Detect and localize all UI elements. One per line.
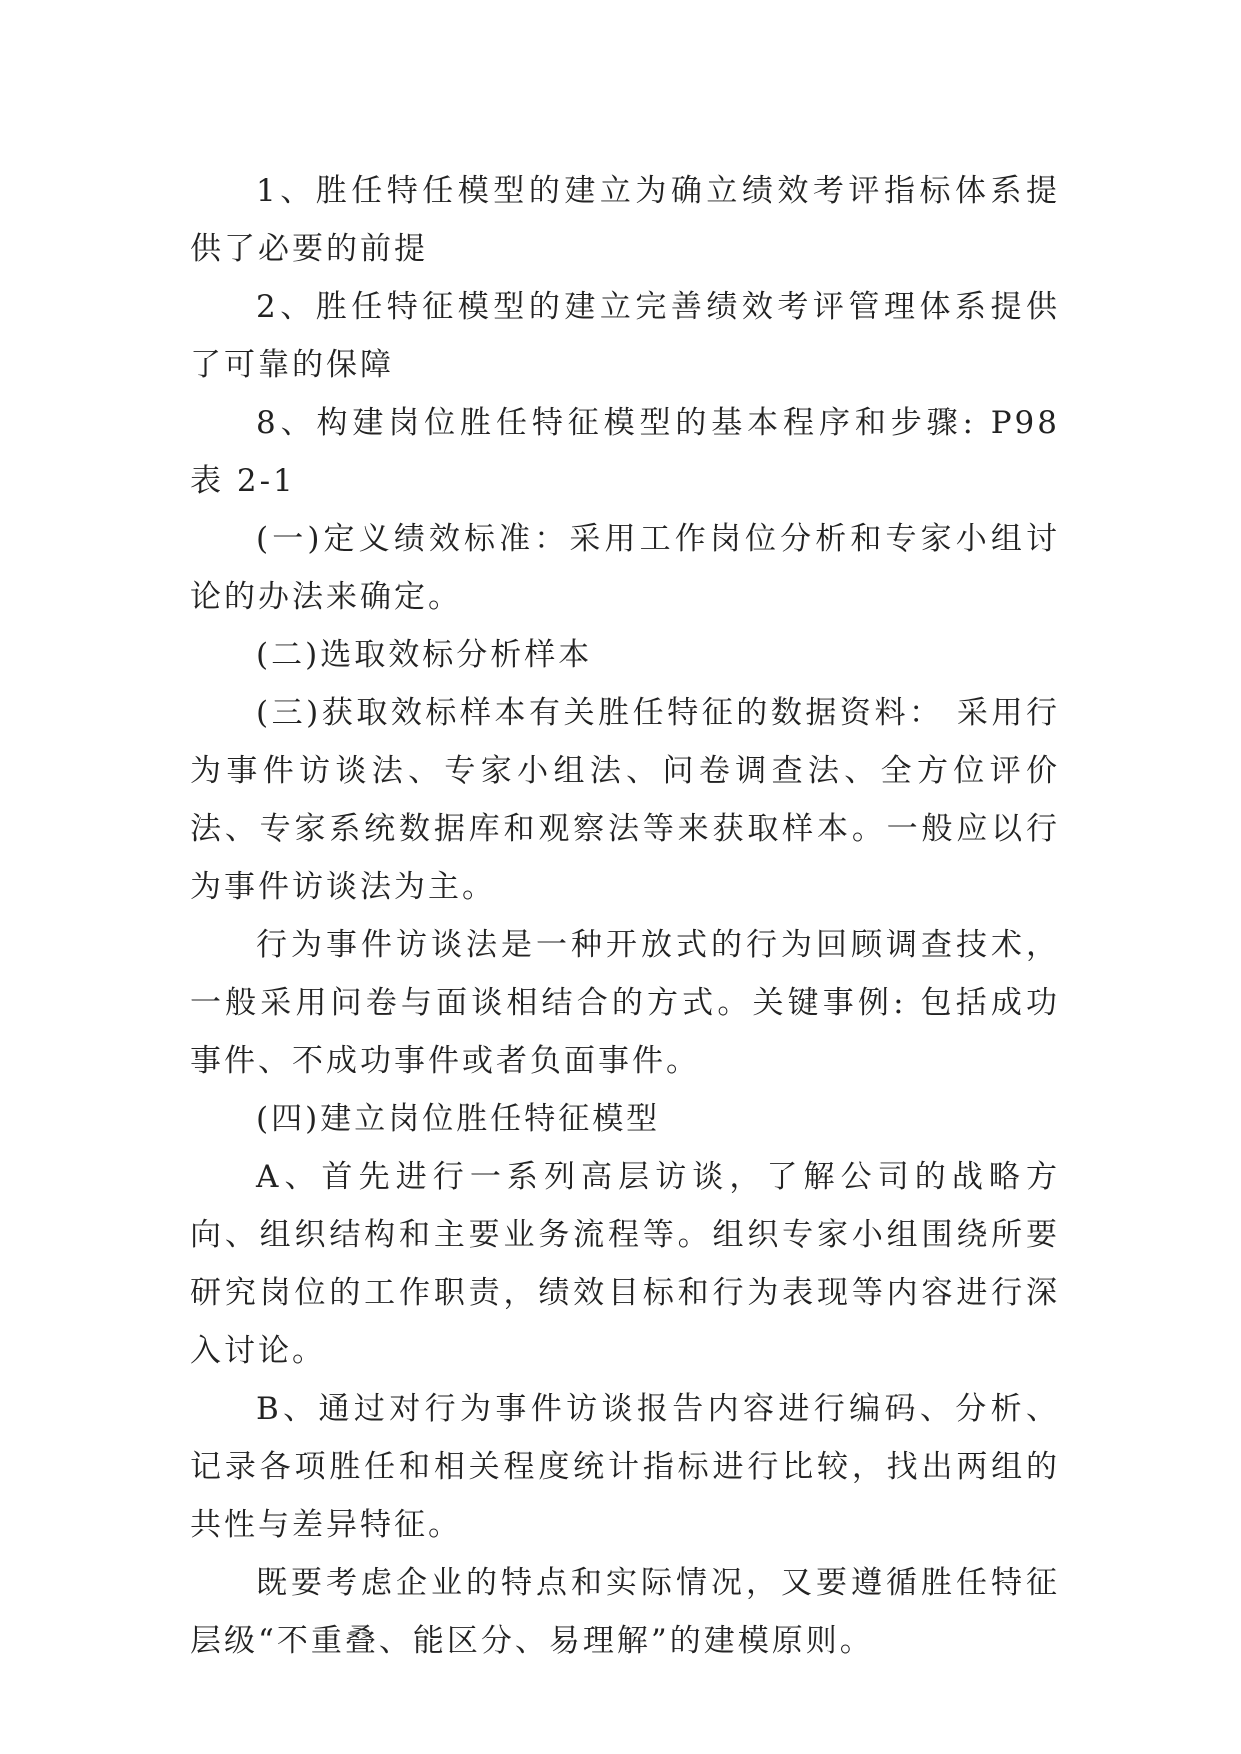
- paragraph-4: (一)定义绩效标准：采用工作岗位分析和专家小组讨论的办法来确定。: [190, 521, 1060, 615]
- paragraph-11: 既要考虑企业的特点和实际情况，又要遵循胜任特征层级“不重叠、能区分、易理解”的建模原则。: [190, 1565, 1060, 1659]
- document-body: [190, 162, 1060, 1670]
- paragraph-9: A、首先进行一系列高层访谈，了解公司的战略方向、组织结构和主要业务流程等。组织专家小组围绕所要研究岗位的工作职责，绩效目标和行为表现等内容进行深入讨论。: [190, 1159, 1060, 1369]
- paragraph-10: B、通过对行为事件访谈报告内容进行编码、分析、记录各项胜任和相关程度统计指标进行比较，找出两组的共性与差异特征。: [190, 1391, 1060, 1543]
- paragraph-6: (三)获取效标样本有关胜任特征的数据资料： 采用行为事件访谈法、专家小组法、问卷调查法、全方位评价法、专家系统数据库和观察法等来获取样本。一般应以行为事件访谈法为主。: [190, 695, 1060, 905]
- paragraph-5: (二)选取效标分析样本: [256, 637, 593, 673]
- paragraph-8: (四)建立岗位胜任特征模型: [256, 1101, 661, 1137]
- paragraph-3: 8、构建岗位胜任特征模型的基本程序和步骤: P98 表 2-1: [190, 405, 1060, 499]
- paragraph-7: 行为事件访谈法是一种开放式的行为回顾调查技术，一般采用问卷与面谈相结合的方式。关键事例: 包括成功事件、不成功事件或者负面事件。: [190, 927, 1060, 1079]
- paragraph-2: 2、胜任特征模型的建立完善绩效考评管理体系提供了可靠的保障: [190, 289, 1060, 383]
- paragraph-1: 1、胜任特任模型的建立为确立绩效考评指标体系提供了必要的前提: [190, 173, 1060, 267]
